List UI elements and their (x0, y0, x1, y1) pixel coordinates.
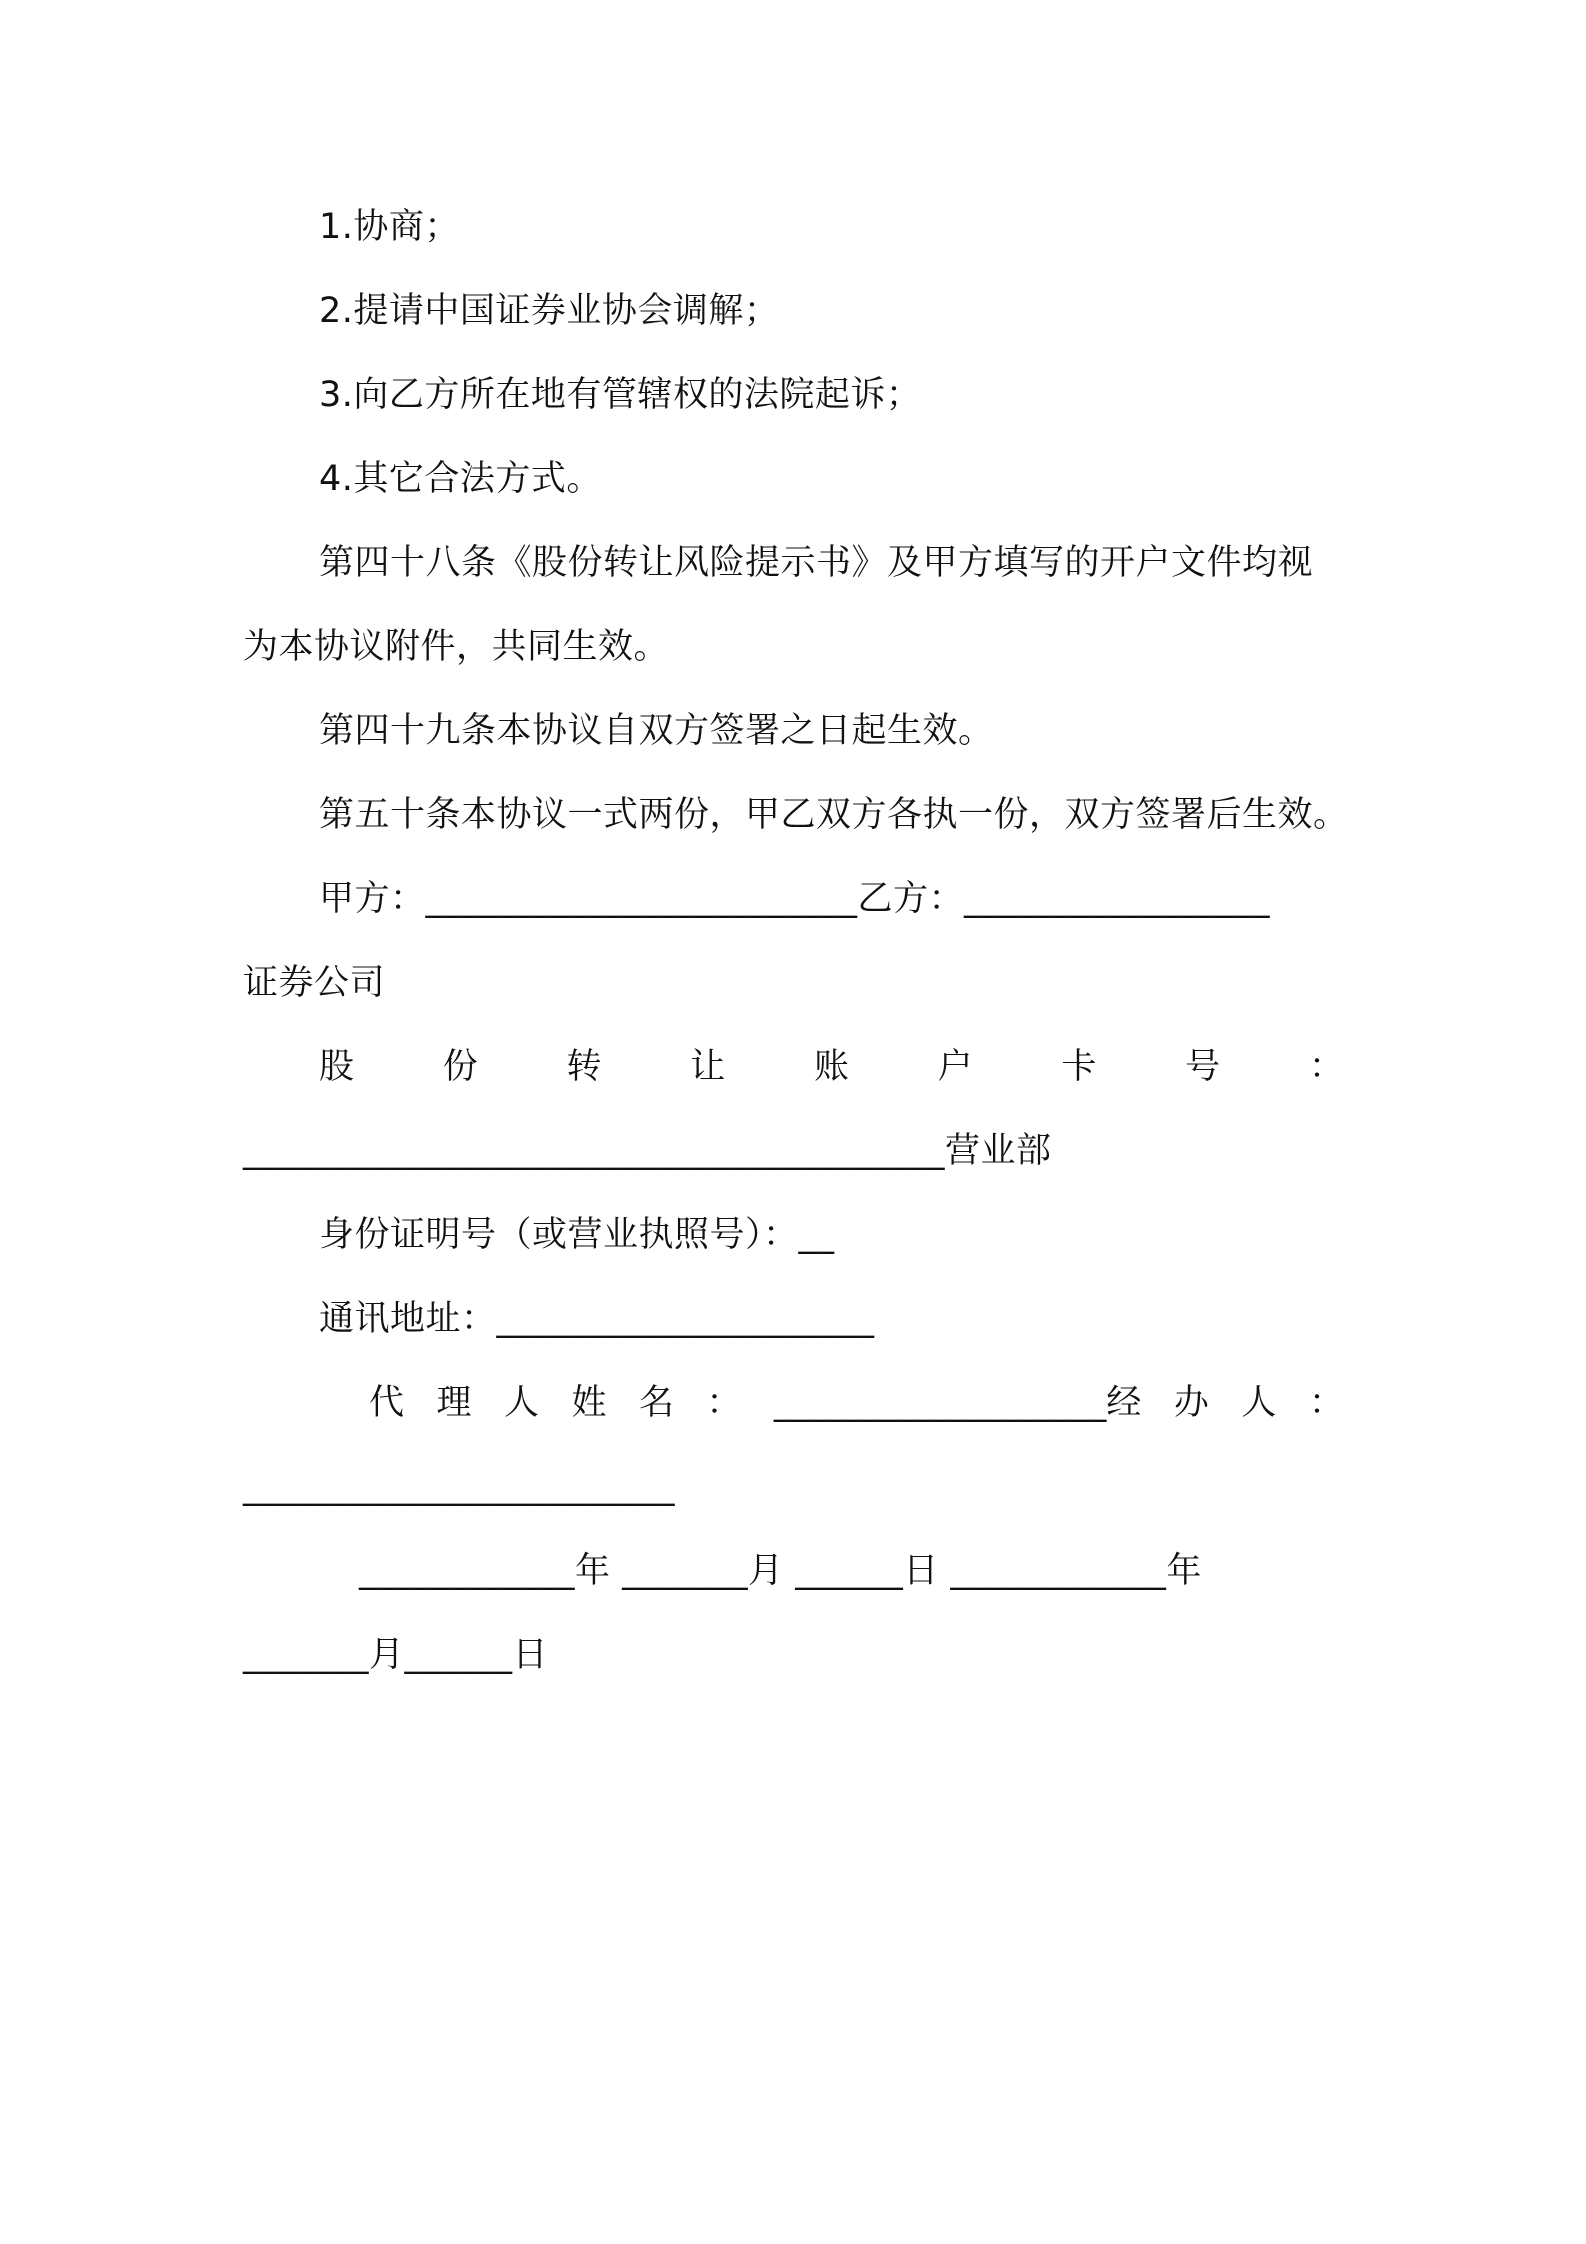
clause-item-2: 2.提请中国证券业协会调解； (319, 291, 780, 331)
agent-char: 理 (436, 1383, 472, 1423)
account-char: 让 (690, 1047, 726, 1087)
agent-char: ： (706, 1383, 742, 1423)
agent-char: 名 (638, 1383, 674, 1423)
account-char: 户 (937, 1047, 973, 1087)
party-signature-line: 甲方：________________________乙方：_________________ (319, 879, 1271, 919)
clause-item-3: 3.向乙方所在地有管辖权的法院起诉； (319, 375, 922, 415)
account-char: 份 (442, 1047, 478, 1087)
clause-item-4: 4.其它合法方式。 (319, 459, 602, 499)
article-49: 第四十九条本协议自双方签署之日起生效。 (319, 711, 994, 751)
handler-char: ： (1308, 1383, 1344, 1423)
handler-char: 办 (1173, 1383, 1209, 1423)
handler-blank-line: ________________________ (243, 1467, 675, 1507)
account-char: 号 (1185, 1047, 1221, 1087)
address-line: 通讯地址：_____________________ (319, 1299, 875, 1339)
article-48-line-2: 为本协议附件，共同生效。 (243, 627, 670, 667)
id-number-line: 身份证明号（或营业执照号）：__ (319, 1215, 835, 1255)
account-char: 转 (566, 1047, 602, 1087)
article-48-line-1: 第四十八条《股份转让风险提示书》及甲方填写的开户文件均视 (319, 543, 1314, 583)
account-char: 账 (813, 1047, 849, 1087)
agent-handler-line (369, 1381, 1344, 1425)
account-char: 卡 (1061, 1047, 1097, 1087)
securities-company-label: 证券公司 (243, 963, 386, 1003)
agent-name-blank: ___________________经 (773, 1383, 1142, 1423)
account-char: 股 (319, 1047, 355, 1087)
date-line-1: ____________年 _______月 ______日 ____________年 (359, 1551, 1202, 1591)
business-department-line: _______________________________________营业部 (243, 1131, 1052, 1171)
agent-char: 人 (503, 1383, 539, 1423)
clause-item-1: 1.协商； (319, 207, 460, 247)
account-card-number-label (319, 1045, 1344, 1089)
article-50: 第五十条本协议一式两份，甲乙双方各执一份，双方签署后生效。 (319, 795, 1349, 835)
agent-char: 代 (369, 1383, 405, 1423)
handler-char: 人 (1241, 1383, 1277, 1423)
account-char: ： (1308, 1047, 1344, 1087)
agent-char: 姓 (571, 1383, 607, 1423)
date-line-2: _______月______日 (243, 1635, 549, 1675)
